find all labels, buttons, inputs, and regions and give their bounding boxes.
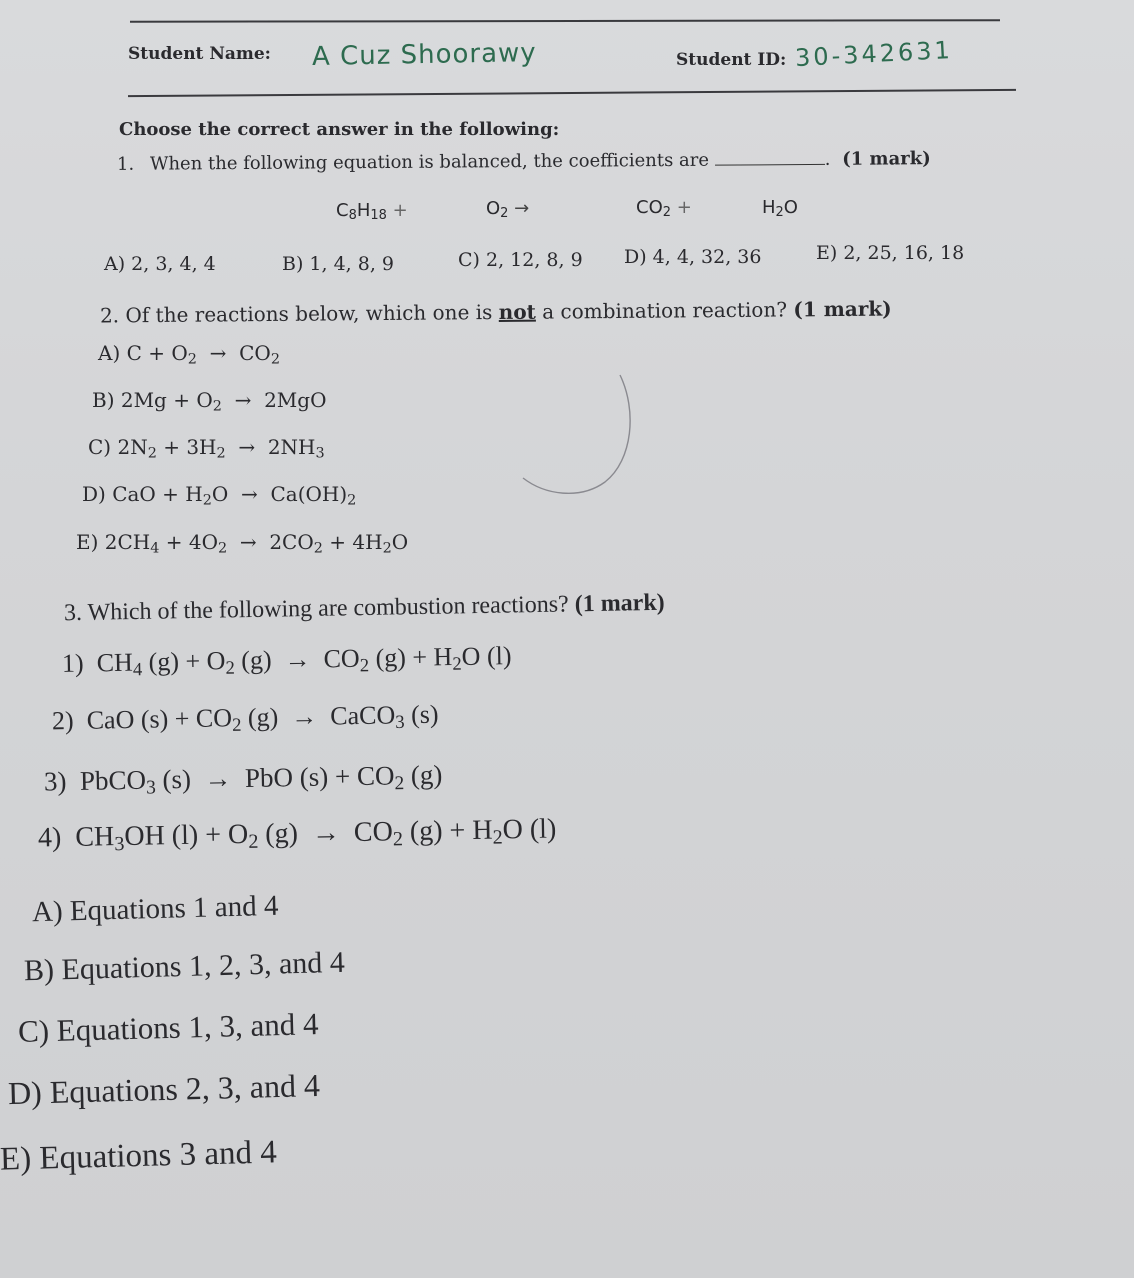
q1-number: 1. [116, 153, 135, 175]
q3-option-b[interactable]: B) Equations 1, 2, 3, and 4 [23, 945, 346, 988]
q1-prompt [117, 148, 931, 175]
q1-text-end: . [824, 148, 831, 170]
q1-option-e[interactable]: E) 2, 25, 16, 18 [816, 242, 965, 264]
q3-equation-2: 2) CaO $(s) + CO_2$ (g) → CaCO$_3$ (s) [51, 699, 439, 736]
q1-equation-reactant-2: $O_2$ → [486, 198, 530, 222]
top-rule [130, 19, 1000, 23]
q1-text: When the following equation is balanced, the coefficients are [149, 149, 710, 175]
q1-option-b[interactable]: B) 1, 4, 8, 9 [282, 253, 395, 275]
q3-text: 3. Which of the following are combustion reactions? [63, 591, 569, 627]
q2-text-suffix: a combination reaction? [542, 297, 788, 324]
q1-marks: (1 mark) [842, 148, 931, 170]
q3-prompt [64, 590, 665, 627]
q2-option-d[interactable]: D) CaO + $H_2O \to Ca(OH)_2$ [82, 482, 357, 509]
q3-equation-4: 4) $CH_3OH$ $(l) + O_2$ $(g) \to CO_2$ $(g) + H_2O$ (l) [37, 813, 557, 856]
student-id-label: Student ID: [676, 50, 787, 70]
q1-option-c[interactable]: C) 2, 12, 8, 9 [458, 249, 583, 271]
q2-text-prefix: 2. Of the reactions below, which one is [99, 300, 493, 328]
student-name-label: Student Name: [128, 44, 271, 64]
q3-option-d[interactable]: D) Equations 2, 3, and 4 [7, 1066, 321, 1112]
q3-marks: (1 mark) [574, 589, 665, 618]
q2-text-emphasis: not [498, 299, 536, 324]
q3-option-e[interactable]: E) Equations 3 and 4 [0, 1134, 278, 1178]
q3-option-a[interactable]: A) Equations 1 and 4 [31, 889, 279, 929]
header-rule [128, 89, 1016, 97]
q2-option-e[interactable]: E) $2CH_4 + 4O_2 \to 2CO_2 + 4H_2O$ [76, 530, 409, 557]
q2-option-c[interactable]: C) $2N_2 + 3H_2 \to 2NH_3$ [88, 435, 325, 462]
q1-option-d[interactable]: D) 4, 4, 32, 36 [624, 246, 762, 268]
q1-answer-blank [715, 150, 825, 166]
q3-equation-1: 1) $CH_4$ $(g) + O_2$ $(g) \to CO_2$ $(g) + H_2O$ (l) [61, 641, 512, 681]
pencil-mark [515, 370, 645, 505]
q1-equation-reactant-1: $C_8H_{18}$ + [336, 200, 408, 224]
q1-equation-product-2: $H_2O$ [762, 197, 798, 221]
q2-option-a[interactable]: A) $C + O_2 \to CO_2$ [98, 341, 280, 368]
q3-option-c[interactable]: C) Equations 1, 3, and 4 [17, 1006, 319, 1049]
q2-marks: (1 mark) [793, 296, 892, 322]
q1-equation-product-1: $CO_2$ + [636, 197, 692, 221]
q2-prompt [100, 297, 892, 328]
q2-option-b[interactable]: B) $2Mg + O_2 \to 2MgO$ [92, 388, 327, 415]
q3-equation-3: 3) PbCO$_3$ (s) → PbO $(s) + CO_2$ (g) [43, 759, 443, 799]
student-id-value: 30-342631 [794, 35, 954, 73]
q1-option-a[interactable]: A) 2, 3, 4, 4 [104, 253, 216, 275]
student-name-value: A Cuz Shoorawy [311, 38, 537, 72]
instructions: Choose the correct answer in the following: [119, 119, 560, 140]
